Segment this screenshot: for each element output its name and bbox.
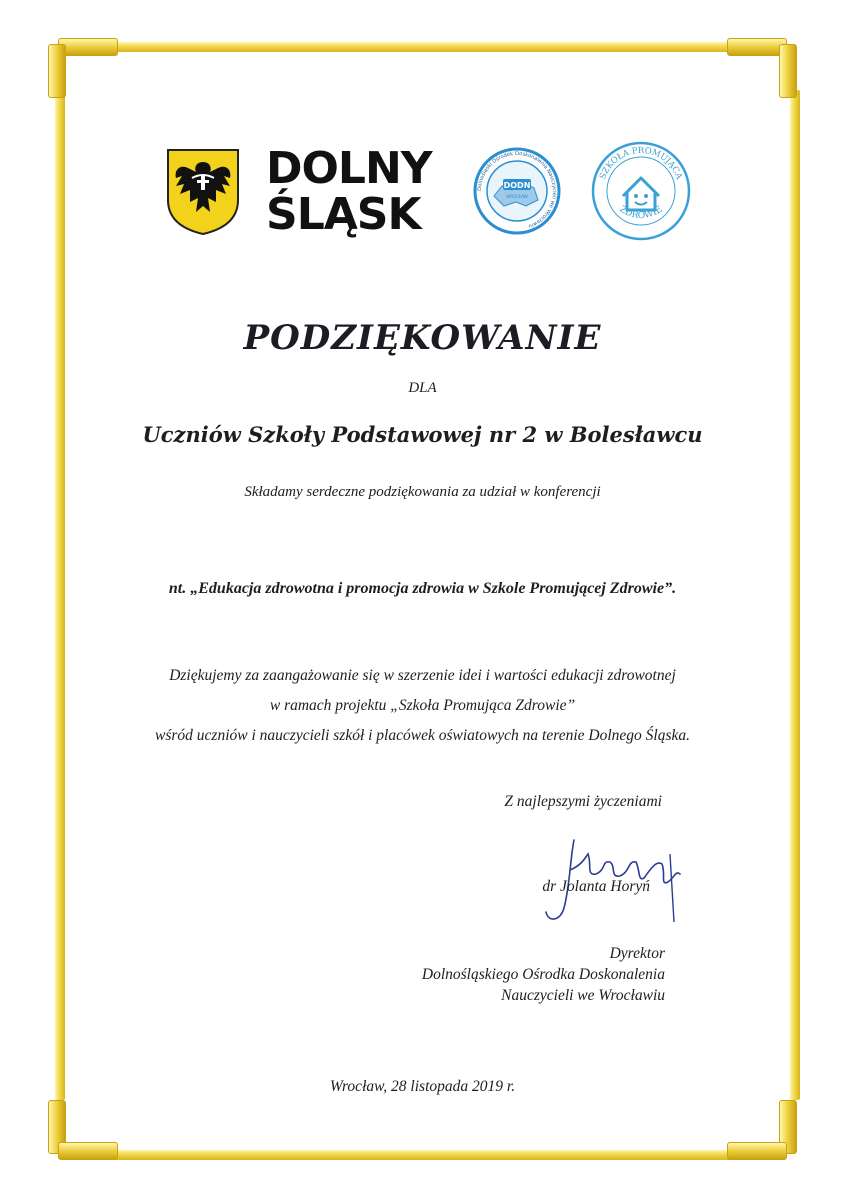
signer-role-line-2: Dolnośląskiego Ośrodka Doskonalenia [421,966,665,983]
wordmark-line-1: DOLNY [266,143,432,194]
signer-name: dr Jolanta Horyń [542,878,650,895]
szkola-promujaca-zdrowie-logo [590,140,692,242]
signer-role [422,943,665,1006]
signer-role-line-1: Dyrektor [609,945,665,962]
closing-greeting: Z najlepszymi życzeniami [504,793,662,810]
szpz-ring-top-text: SZKOŁA PROMUJĄCA [598,145,684,181]
szpz-ring-bottom-text: ZDROWIE [617,204,665,222]
frame-corner-bottom-left [48,1100,118,1160]
dodn-logo [472,146,562,236]
frame-corner-top-right [725,36,795,96]
place-and-date: Wrocław, 28 listopada 2019 r. [329,1078,516,1095]
body-line-1: Dziękujemy za zaangażowanie się w szerzenie idei i wartości edukacji zdrowotnej [169,667,676,684]
recipient-name: Uczniów Szkoły Podstawowej nr 2 w Bolesławcu [142,422,703,447]
body-line-2: w ramach projektu „Szkoła Promująca Zdrowie” [269,697,576,714]
frame-corner-bottom-right [725,1100,795,1160]
dolny-slask-wordmark [266,143,432,240]
dodn-ring-text: Dolnośląski Ośrodek Doskonalenia Nauczycieli we Wrocławiu [476,150,558,229]
certificate-title: PODZIĘKOWANIE [243,318,602,358]
for-label: DLA [408,380,437,396]
conference-topic: nt. „Edukacja zdrowotna i promocja zdrowia w Szkole Promującej Zdrowie”. [168,580,677,597]
coat-of-arms-logo [166,148,240,236]
body-line-3: wśród uczniów i nauczycieli szkół i placówek oświatowych na terenie Dolnego Śląska. [155,727,690,744]
dodn-badge-text: DODN [503,181,531,190]
dodn-badge-subtext: WROCŁAW [506,194,528,199]
frame-corner-top-left [48,36,118,96]
thanks-line: Składamy serdeczne podziękowania za udział w konferencji [244,484,601,500]
frame-bottom-bar [100,1150,745,1160]
wordmark-line-2: ŚLĄSK [266,189,421,240]
signer-role-line-3: Nauczycieli we Wrocławiu [501,987,665,1004]
frame-top-bar [100,42,745,52]
